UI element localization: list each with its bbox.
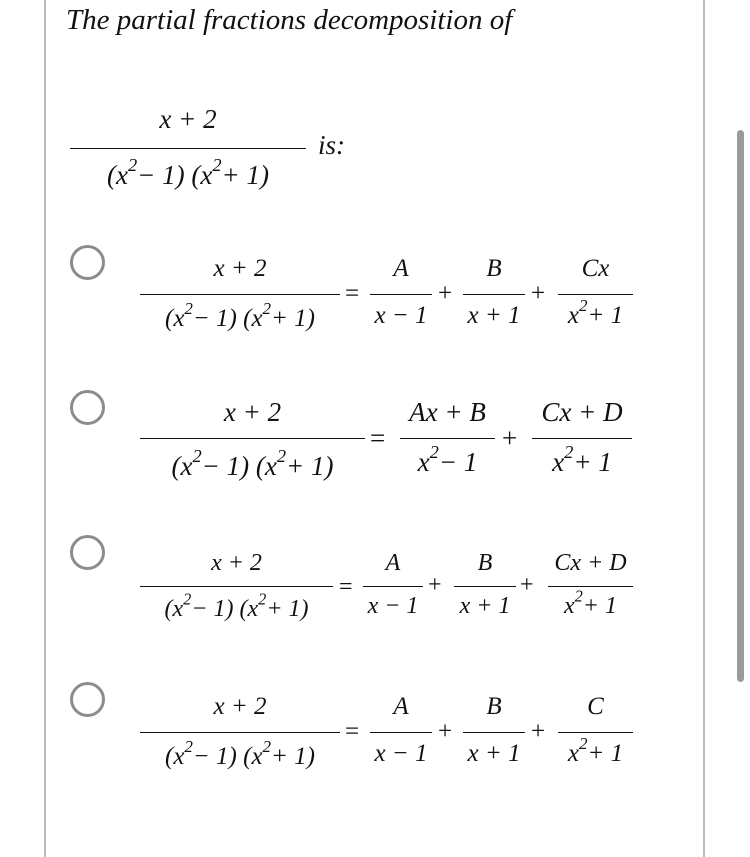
option-4-radio[interactable]	[70, 682, 105, 717]
option-1-lhs	[140, 255, 340, 335]
term-denominator: $x^2+ 1$	[552, 442, 612, 477]
question-expression	[0, 0, 750, 200]
term-numerator: Cx + D	[554, 550, 627, 576]
option-4-lhs-numerator: x + 2	[213, 693, 267, 720]
term-denominator: $x^2+ 1$	[567, 296, 624, 329]
option-3-lhs-denominator: $(x^2- 1)$ $(x^2+ 1)$	[164, 589, 309, 622]
option-1-lhs-numerator: x + 2	[213, 255, 267, 282]
term-numerator: A	[393, 255, 409, 282]
fraction-bar	[463, 732, 525, 733]
term-denominator: x + 1	[459, 593, 511, 619]
plus-sign: +	[531, 718, 546, 745]
option-1-radio[interactable]	[70, 245, 105, 280]
term-numerator: Ax + B	[409, 397, 486, 427]
fraction-bar	[370, 732, 432, 733]
option-3-term-1	[363, 550, 423, 628]
plus-sign: +	[428, 572, 442, 598]
option-1-term-1	[370, 255, 432, 335]
fraction-bar	[140, 294, 340, 295]
fraction-bar	[532, 438, 632, 439]
plus-sign: +	[438, 718, 453, 745]
fraction-bar	[463, 294, 525, 295]
question-fraction	[70, 104, 306, 194]
term-denominator: $x^2+ 1$	[567, 734, 624, 767]
question-numerator: x + 2	[159, 104, 217, 134]
term-denominator: x + 1	[467, 740, 521, 767]
equals-sign: =	[345, 718, 360, 745]
term-denominator: $x^2+ 1$	[563, 586, 617, 619]
term-numerator: A	[393, 693, 409, 720]
equals-sign: =	[370, 423, 386, 453]
fraction-bar	[454, 586, 516, 587]
term-denominator: x − 1	[374, 740, 428, 767]
option-1-term-2	[463, 255, 525, 335]
question-denominator: $(x^2- 1)$ $(x^2+ 1)$	[106, 155, 269, 190]
fraction-bar	[140, 586, 333, 587]
term-denominator: $x^2- 1$	[417, 442, 478, 477]
option-2-term-1	[400, 397, 495, 482]
term-denominator: x − 1	[367, 593, 419, 619]
fraction-bar	[363, 586, 423, 587]
plus-sign: +	[531, 280, 546, 307]
option-1-term-3	[558, 255, 633, 335]
option-2-lhs-numerator: x + 2	[223, 397, 282, 427]
question-text: The partial fractions decomposition of	[66, 4, 513, 36]
term-numerator: Cx + D	[541, 397, 623, 427]
term-numerator: A	[385, 550, 401, 576]
question-suffix: is:	[318, 130, 345, 160]
fraction-bar	[400, 438, 495, 439]
fraction-bar	[558, 732, 633, 733]
option-3-radio[interactable]	[70, 535, 105, 570]
plus-sign: +	[502, 423, 518, 453]
plus-sign: +	[438, 280, 453, 307]
fraction-bar	[140, 438, 365, 439]
option-3-lhs-numerator: x + 2	[211, 550, 262, 576]
term-denominator: x + 1	[467, 302, 521, 329]
option-4-lhs	[140, 693, 340, 773]
scrollbar-thumb[interactable]	[737, 130, 744, 682]
option-2-radio[interactable]	[70, 390, 105, 425]
option-4-term-1	[370, 693, 432, 773]
term-numerator: Cx	[581, 255, 610, 282]
option-3-lhs	[140, 550, 333, 628]
term-numerator: B	[486, 255, 502, 282]
option-2-term-2	[532, 397, 632, 482]
term-numerator: B	[486, 693, 502, 720]
fraction-bar	[558, 294, 633, 295]
option-1-lhs-denominator: $(x^2- 1)$ $(x^2+ 1)$	[165, 299, 315, 332]
fraction-bar	[370, 294, 432, 295]
option-3-term-2	[454, 550, 516, 628]
term-numerator: B	[477, 550, 493, 576]
plus-sign: +	[520, 572, 534, 598]
option-4-term-2	[463, 693, 525, 773]
equals-sign: =	[345, 280, 360, 307]
term-denominator: x − 1	[374, 302, 428, 329]
fraction-bar	[140, 732, 340, 733]
option-3-term-3	[548, 550, 633, 628]
fraction-bar	[70, 148, 306, 149]
option-2-lhs	[140, 397, 365, 482]
equals-sign: =	[339, 574, 353, 600]
option-4-lhs-denominator: $(x^2- 1)$ $(x^2+ 1)$	[165, 737, 315, 770]
fraction-bar	[548, 586, 633, 587]
option-2-lhs-denominator: $(x^2- 1)$ $(x^2+ 1)$	[171, 446, 334, 481]
option-4-term-3	[558, 693, 633, 773]
term-numerator: C	[587, 693, 604, 720]
